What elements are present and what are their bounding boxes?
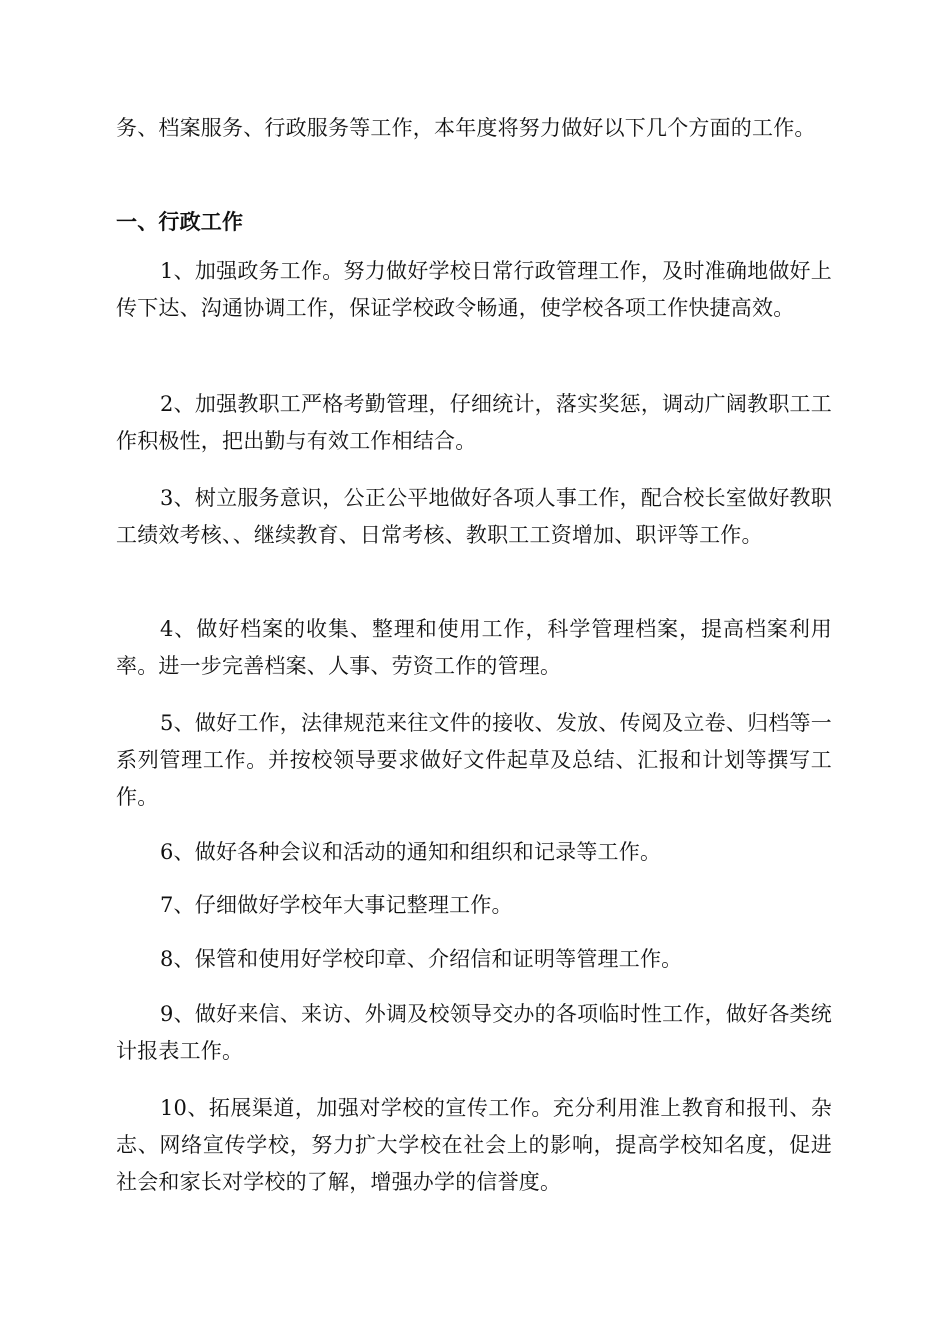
paragraph-item-2: 2、加强教职工严格考勤管理，仔细统计，落实奖惩，调动广阔教职工工作积极性，把出勤与有效工作相结合。 bbox=[116, 392, 832, 453]
paragraph-item-7: 7、仔细做好学校年大事记整理工作。 bbox=[160, 893, 513, 917]
paragraph-item-5: 5、做好工作，法律规范来往文件的接收、发放、传阅及立卷、归档等一系列管理工作。并按校领导要求做好文件起草及总结、汇报和计划等撰写工作。 bbox=[116, 711, 832, 809]
paragraph-item-8: 8、保管和使用好学校印章、介绍信和证明等管理工作。 bbox=[160, 947, 683, 971]
paragraph-item-3: 3、树立服务意识，公正公平地做好各项人事工作，配合校长室做好教职工绩效考核、、继续教育、日常考核、教职工工资增加、职评等工作。 bbox=[116, 486, 832, 547]
paragraph-item-9: 9、做好来信、来访、外调及校领导交办的各项临时性工作，做好各类统计报表工作。 bbox=[116, 1002, 832, 1063]
paragraph-item-10: 10、拓展渠道，加强对学校的宣传工作。充分利用淮上教育和报刊、杂志、网络宣传学校，努力扩大学校在社会上的影响，提高学校知名度，促进社会和家长对学校的了解，增强办学的信誉度。 bbox=[116, 1096, 832, 1194]
section-heading: 一、行政工作 bbox=[116, 210, 244, 234]
paragraph-item-1: 1、加强政务工作。努力做好学校日常行政管理工作，及时准确地做好上传下达、沟通协调工作，保证学校政令畅通，使学校各项工作快捷高效。 bbox=[116, 259, 832, 320]
paragraph-item-6: 6、做好各种会议和活动的通知和组织和记录等工作。 bbox=[160, 840, 662, 864]
paragraph-item-4: 4、做好档案的收集、整理和使用工作，科学管理档案，提高档案利用率。进一步完善档案、人事、劳资工作的管理。 bbox=[116, 617, 832, 678]
continuation-paragraph: 务、档案服务、行政服务等工作，本年度将努力做好以下几个方面的工作。 bbox=[116, 116, 816, 140]
